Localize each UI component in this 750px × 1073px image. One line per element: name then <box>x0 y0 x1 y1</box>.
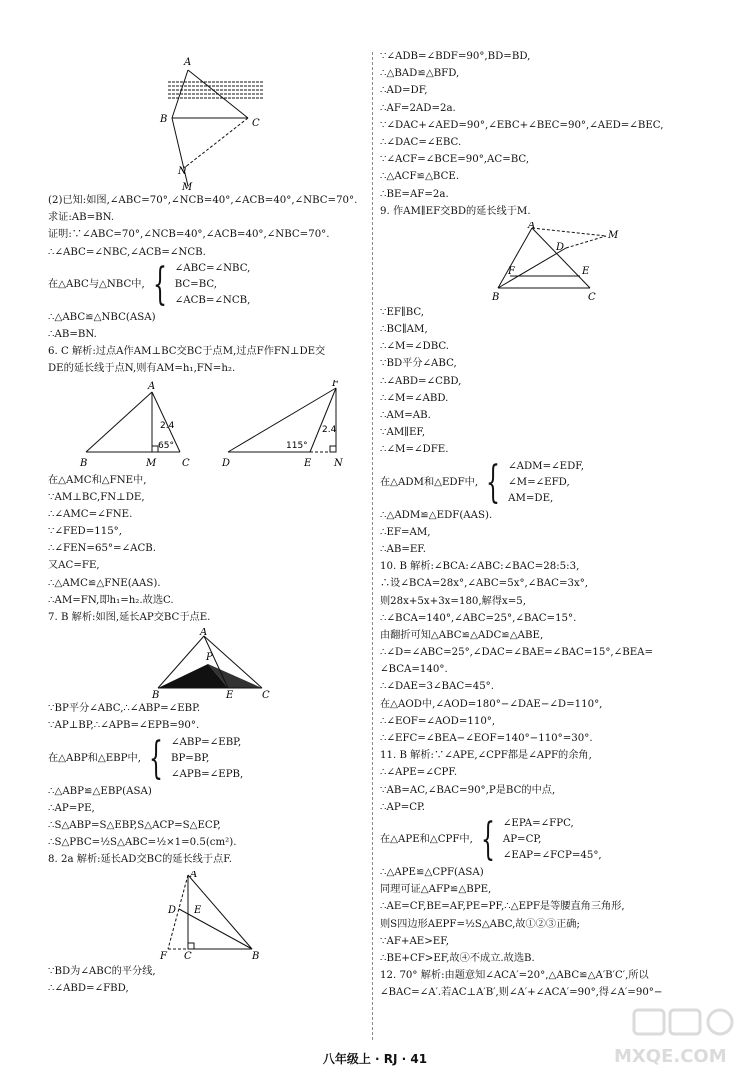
q8-label-b: B <box>252 950 260 961</box>
q8-heading: 8. 2a 解析:延长AD交BC的延长线于点F. <box>48 854 232 866</box>
q9-brace-item: ∠ADM=∠EDF, <box>508 460 584 472</box>
q10-line: ∴∠EFC=∠BEA−∠EOF=140°−110°=30°. <box>380 733 593 744</box>
left-column <box>48 48 366 997</box>
q5-line: (2)已知:如图,∠ABC=70°,∠NCB=40°,∠ACB=40°,∠NBC=70°. <box>48 195 358 206</box>
q6-heading: DE的延长线于点N,则有AM=h₁,FN=h₂. <box>48 363 236 375</box>
q7-brace-item: BP=BP, <box>170 752 210 764</box>
q11-brace-lead: 在△APE和△CPF中, <box>380 834 473 846</box>
q6-label-n: N <box>334 457 343 469</box>
q8-line: ∵BD为∠ABC的平分线, <box>48 965 156 977</box>
q7-label-b: B <box>152 690 160 699</box>
brace-icon: { <box>480 813 495 865</box>
q7-line: ∴S△ABP=S△EBP,S△ACP=S△ECP, <box>48 819 221 831</box>
q12-line: 12. 70° 解析:由题意知∠ACA′=20°,△ABC≌△A′B′C′,所以 <box>380 970 649 982</box>
q6-line: 又AC=FE, <box>48 560 100 572</box>
q9-line: ∵EF∥BC, <box>380 306 425 318</box>
q5-brace-item: ∠ACB=∠NCB, <box>174 294 251 306</box>
q8-line: ∴∠ABD=∠FBD, <box>48 982 129 994</box>
q5-brace-item: ∠ABC=∠NBC, <box>174 262 251 274</box>
q10-line: ∴∠DAE=3∠BAC=45°. <box>380 681 495 693</box>
q5-label-m: M <box>182 182 193 190</box>
q12-line: ∠BAC=∠A′.若AC⊥A′B′,则∠A′+∠ACA′=90°,得∠A′=90°− <box>380 987 663 999</box>
q10-line: ∴设∠BCA=28x°,∠ABC=5x°,∠BAC=3x°, <box>380 578 589 590</box>
q8-label-d: D <box>168 904 177 916</box>
q9-line: ∴∠ABD=∠CBD, <box>380 375 462 387</box>
q10-line: ∴∠BCA=140°,∠ABC=25°,∠BAC=15°. <box>380 612 577 624</box>
q10-line: 由翻折可知△ABC≌△ADC≌△ABE, <box>380 629 544 641</box>
q11-brace-group <box>380 813 710 865</box>
q6-line: ∵AM⊥BC,FN⊥DE, <box>48 491 145 503</box>
q7-line: ∵AP⊥BP,∴∠APB=∠EPB=90°. <box>48 720 200 732</box>
q9-heading: 9. 作AM∥EF交BD的延长线于M. <box>380 205 531 217</box>
q11-line: ∵AB=AC,∠BAC=90°,P是BC的中点, <box>380 784 556 796</box>
q11-line: ∴AE=CF,BE=AF,PE=PF,∴△EPF是等腰直角三角形, <box>380 901 625 913</box>
q7-label-e: E <box>226 690 234 699</box>
q5-figure <box>48 50 348 190</box>
q9-label-d: D <box>556 241 565 253</box>
q7-line: ∴AP=PE, <box>48 802 95 814</box>
q6-side-2: 2.4 <box>322 424 337 435</box>
q9-label-c: C <box>588 291 596 302</box>
q11-line: ∴∠APE=∠CPF. <box>380 767 458 779</box>
q9-line: ∴EF=AM, <box>380 526 431 538</box>
q11-brace-item: ∠EPA=∠FPC, <box>502 817 574 829</box>
q6-label-m: M <box>146 457 157 469</box>
q9-line: ∴∠M=∠DBC. <box>380 341 450 353</box>
q5-brace-group <box>48 258 366 310</box>
q9-brace-item: AM=DE, <box>508 492 554 504</box>
q6-line: ∴△AMC≌△FNE(AAS). <box>48 577 161 589</box>
q9-label-b: B <box>492 291 500 302</box>
q6-line: ∴∠AMC=∠FNE. <box>48 508 133 520</box>
q10-line: 在△AOD中,∠AOD=180°−∠DAE−∠D=110°, <box>380 698 603 710</box>
q6-angle-1: 65° <box>158 440 174 451</box>
q7-brace-item: ∠APB=∠EPB, <box>170 768 244 780</box>
q5-brace-item: BC=BC, <box>174 278 218 290</box>
q9-label-a: A <box>528 221 536 231</box>
q5-label-c: C <box>252 118 260 129</box>
q11-line: ∴AP=CP. <box>380 801 426 813</box>
page-footer: 八年级上 · RJ · 41 <box>322 1052 428 1066</box>
q7-brace-lead: 在△ABP和△EBP中, <box>48 752 141 764</box>
q9-line: ∴∠M=∠DFE. <box>380 444 449 456</box>
q8-cont-line: ∴△ACF≌△BCE. <box>380 171 460 183</box>
q9-brace-group <box>380 456 710 508</box>
q8-label-c: C <box>184 950 192 961</box>
q6-line: ∴AM=FN,即h₁=h₂.故选C. <box>48 594 174 606</box>
q9-line: ∵BD平分∠ABC, <box>380 358 457 370</box>
q9-label-m: M <box>608 229 619 241</box>
q11-line: 11. B 解析:∵∠APE,∠CPF都是∠APF的余角, <box>380 750 592 762</box>
q10-line: ∴∠D=∠ABC=25°,∠DAC=∠BAE=∠BAC=15°,∠BEA= <box>380 647 654 659</box>
q10-line: ∠BCA=140°. <box>380 664 448 676</box>
q7-line: ∴△ABP≌△EBP(ASA) <box>48 785 152 797</box>
q7-line: ∴S△PBC=½S△ABC=½×1=0.5(cm²). <box>48 837 237 849</box>
column-divider <box>372 52 373 1040</box>
q7-brace-item: ∠ABP=∠EBP, <box>170 736 242 748</box>
q9-line: ∵AM∥EF, <box>380 427 426 439</box>
q5-line: 证明:∵∠ABC=70°,∠NCB=40°,∠ACB=40°,∠NBC=70°. <box>48 229 330 241</box>
q9-brace-lead: 在△ADM和△EDF中, <box>380 476 479 488</box>
q10-line: 10. B 解析:∠BCA:∠ABC:∠BAC=28:5:3, <box>380 561 580 573</box>
q7-figure <box>48 628 348 698</box>
q8-label-e: E <box>194 904 202 916</box>
q9-label-e: E <box>582 265 590 277</box>
q6-label-b: B <box>80 457 88 469</box>
q7-line: ∵BP平分∠ABC,∴∠ABP=∠EBP. <box>48 703 201 715</box>
q8-cont-line: ∴AD=DF, <box>380 85 428 97</box>
q6-heading: 6. C 解析:过点A作AM⊥BC交BC于点M,过点F作FN⊥DE交 <box>48 346 326 358</box>
q6-label-c: C <box>182 457 190 469</box>
q7-heading: 7. B 解析:如图,延长AP交BC于点E. <box>48 612 211 623</box>
q6-side-1: 2.4 <box>160 420 175 431</box>
q11-brace-item: AP=CP, <box>502 833 542 845</box>
q6-label-f: F <box>332 379 339 389</box>
q6-figure <box>48 380 366 470</box>
q6-line: 在△AMC和△FNE中, <box>48 474 147 486</box>
q8-label-f: F <box>160 950 167 961</box>
q5-line: ∴△ABC≌△NBC(ASA) <box>48 311 156 323</box>
q9-line: ∴∠M=∠ABD. <box>380 392 449 404</box>
q8-cont-line: ∴AF=2AD=2a. <box>380 102 456 114</box>
q9-line: ∴BC∥AM, <box>380 324 428 336</box>
q5-label-a: A <box>184 57 192 68</box>
q8-cont-line: ∴∠DAC=∠EBC. <box>380 136 462 148</box>
q6-line: ∵∠FED=115°, <box>48 526 123 538</box>
q9-line: ∴△ADM≌△EDF(AAS). <box>380 509 493 521</box>
q11-line: 同理可证△AFP≌△BPE, <box>380 884 492 896</box>
q6-label-a: A <box>148 380 156 392</box>
q11-line: ∴BE+CF>EF,故④不成立.故选B. <box>380 952 535 964</box>
right-column <box>380 48 710 1001</box>
q9-line: ∴AB=EF. <box>380 543 427 555</box>
q11-line: ∴△APE≌△CPF(ASA) <box>380 866 484 878</box>
q8-cont-line: ∴△BAD≌△BFD, <box>380 68 460 80</box>
q9-figure <box>380 222 700 302</box>
brace-icon: { <box>148 732 163 784</box>
q11-line: ∵AF+AE>EF, <box>380 935 449 947</box>
q5-brace-lead: 在△ABC与△NBC中, <box>48 279 145 291</box>
brace-icon: { <box>152 258 167 310</box>
q5-line: ∴∠ABC=∠NBC,∠ACB=∠NCB. <box>48 246 206 258</box>
brace-icon: { <box>486 456 501 508</box>
watermark-logo <box>594 1008 744 1070</box>
watermark-text: MXQE.COM <box>614 1046 727 1067</box>
q7-label-p: P <box>206 652 213 664</box>
q7-brace-group <box>48 732 366 784</box>
q5-line: 求证:AB=BN. <box>48 212 115 224</box>
q7-label-a: A <box>200 628 208 639</box>
q11-line: 则S四边形AEPF=½S△ABC,故①②③正确; <box>380 918 580 930</box>
q9-brace-item: ∠M=∠EFD, <box>508 476 570 488</box>
q5-label-b: B <box>160 114 168 125</box>
q9-label-f: F <box>508 265 515 277</box>
q7-label-c: C <box>262 690 270 699</box>
q6-line: ∴∠FEN=65°=∠ACB. <box>48 543 156 555</box>
q8-cont-line: ∴BE=AF=2a. <box>380 188 449 200</box>
q10-line: ∴∠EOF=∠AOD=110°, <box>380 715 496 727</box>
q8-figure <box>48 871 348 961</box>
q6-label-e: E <box>304 457 312 469</box>
q8-cont-line: ∵∠ACF=∠BCE=90°,AC=BC, <box>380 154 530 166</box>
q8-cont-line: ∵∠ADB=∠BDF=90°,BD=BD, <box>380 51 531 62</box>
q11-brace-item: ∠EAP=∠FCP=45°, <box>502 849 602 861</box>
q5-line: ∴AB=BN. <box>48 328 97 340</box>
q6-label-d: D <box>222 457 231 469</box>
q6-angle-2: 115° <box>286 440 308 451</box>
q5-label-n: N <box>178 166 187 177</box>
q9-line: ∴AM=AB. <box>380 410 431 421</box>
q8-label-a: A <box>190 870 198 880</box>
q10-line: 则28x+5x+3x=180,解得x=5, <box>380 595 527 607</box>
q8-cont-line: ∵∠DAC+∠AED=90°,∠EBC+∠BEC=90°,∠AED=∠BEC, <box>380 119 664 131</box>
